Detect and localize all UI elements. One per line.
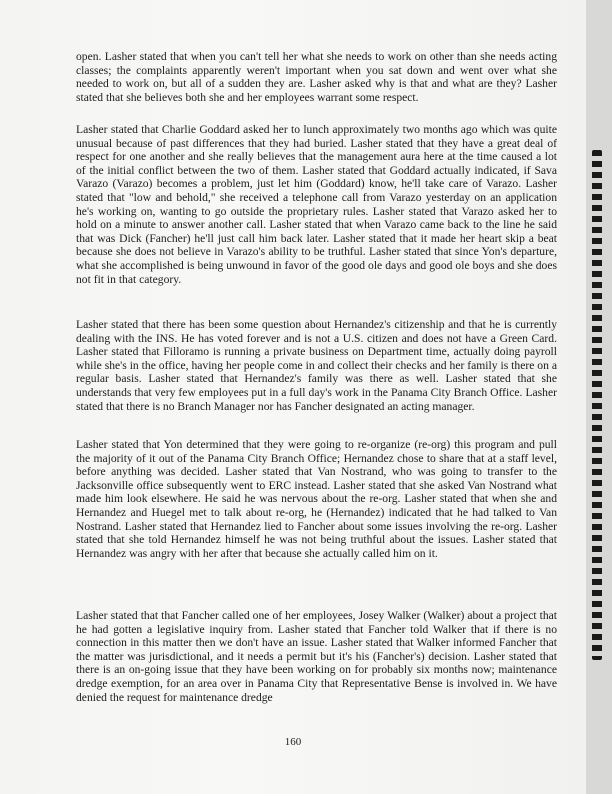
- page-number: 160: [284, 736, 302, 748]
- paragraph-fancher-walker: Lasher stated that that Fancher called one of her employees, Josey Walker (Walker) about a project that he had gotten a legislative inquiry from. Lasher stated that Fancher told Walker that if there is no connection in this matter then we don't have an issue. Lasher stated that Walker informed Fancher that the matter was jurisdictional, and it needs a permit but it's his (Fancher's) decision. Lasher stated that there is an on-going issue that they have been working on for probably six months now; maintenance dredge exemption, for an area over in Panama City that Representative Bense is involved in. We have denied the request for maintenance dredge: [76, 609, 557, 704]
- paragraph-reorg: Lasher stated that Yon determined that they were going to re-organize (re-org) this program and pull the majority of it out of the Panama City Branch Office; Hernandez chose to share that at a staff level, before anything was decided. Lasher stated that Van Nostrand, who was going to transfer to the Jacksonville office subsequently went to ERC instead. Lasher stated that she asked Van Nostrand what made him look elsewhere. He said he was nervous about the re-org. Lasher stated that when she and Hernandez and Huegel met to talk about re-org, he (Hernandez) indicated that he had talked to Van Nostrand. Lasher stated that Hernandez lied to Fancher about some issues involving the re-org. Lasher stated that she told Hernandez himself he was not being truthful about the issues. Lasher stated that Hernandez was angry with her after that because she actually called him on it.: [76, 438, 557, 560]
- paragraph-hernandez-citizenship: Lasher stated that there has been some question about Hernandez's citizenship and that he is currently dealing with the INS. He has voted forever and is not a U.S. citizen and does not have a Green Card. Lasher stated that Filloramo is running a private business on Department time, actually doing payroll while she's in the office, having her people come in and collect their checks and her family is there on a regular basis. Lasher stated that Hernandez's family was there as well. Lasher stated that she understands that very few employees put in a full day's work in the Panama City Branch Office. Lasher stated that there is no Branch Manager nor has Fancher designated an acting manager.: [76, 318, 557, 413]
- spiral-binding: [592, 150, 602, 660]
- paragraph-goddard-varazo: Lasher stated that Charlie Goddard asked her to lunch approximately two months ago which was quite unusual because of past differences that they had buried. Lasher stated that they have a great deal of respect for one another and she really believes that the management aura here at the time caused a lot of the initial conflict between the two of them. Lasher stated that Goddard actually indicated, if Sava Varazo (Varazo) becomes a problem, just let him (Goddard) know, he'll take care of Varazo. Lasher stated that "low and behold," she received a telephone call from Varazo yesterday on an application he's working on, wanting to go outside the proprietary rules. Lasher stated that Varazo asked her to hold on a minute to answer another call. Lasher stated that when Varazo came back to the line he said that was Dick (Fancher) he'll just call him back later. Lasher stated that it made her heart skip a beat because she does not believe in Varazo's ability to be truthful. Lasher stated that since Yon's departure, what she accomplished is being unwound in favor of the good ole days and good ole boys and she does not fit in that category.: [76, 123, 557, 286]
- paragraph-lasher-respect: open. Lasher stated that when you can't tell her what she needs to work on other than she needs acting classes; the complaints apparently weren't important when you sat down and went over what she needed to work on, but all of a sudden they are. Lasher asked why is that and what are they? Lasher stated that she believes both she and her employees warrant some respect.: [76, 50, 557, 104]
